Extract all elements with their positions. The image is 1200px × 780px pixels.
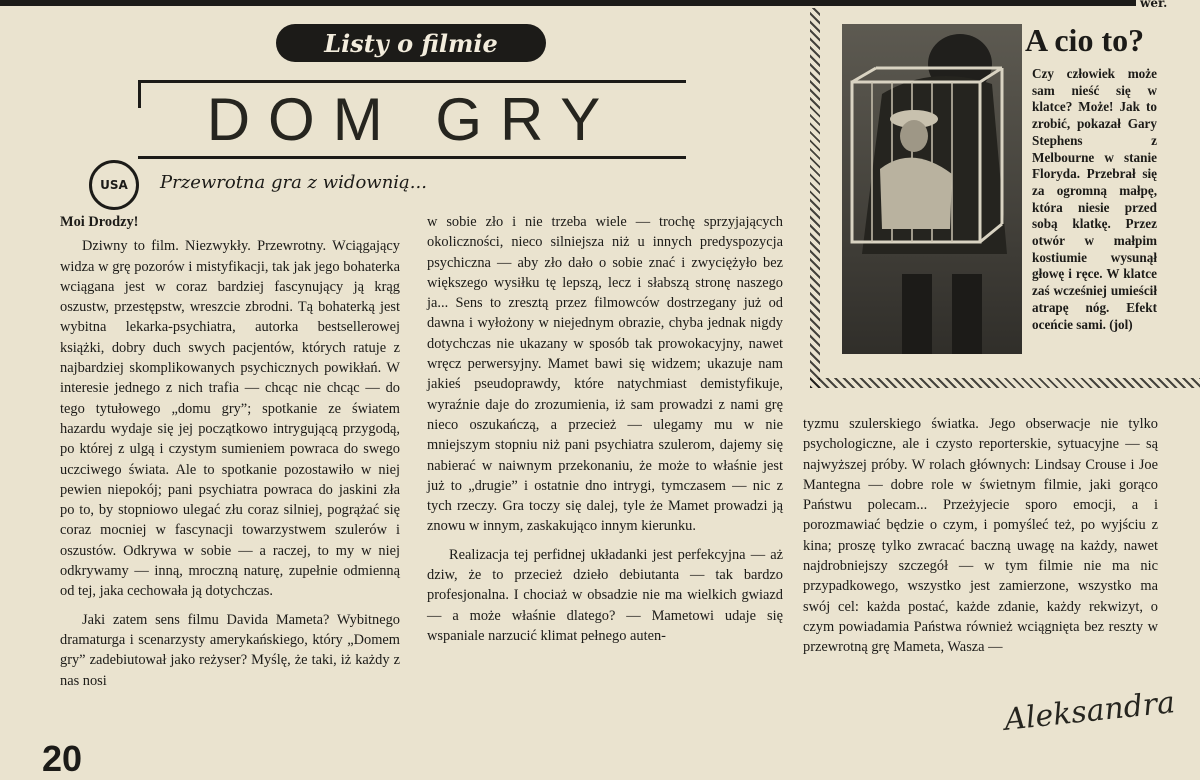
col2-paragraph: Realizacja tej perfidnej układanki jest perfekcyjna — aż dziw, że to przecież dzieło debiutanta — tak bardzo profesjonalna. I chociaż w obsadzie nie ma wielkich gwiazd — a może właśnie dlatego? — Mametowi udaje się wspaniale narzucić klimat pełnego auten- [427,546,783,644]
article-headline: DOM GRY [206,86,619,153]
col3-paragraph: tyzmu szulerskiego światka. Jego obserwacje nie tylko psychologiczne, ale i czysto reporterskie, sytuacyjne — są najwyższej próby. W rolach głównych: Lindsay Crouse i Joe Mantegna — dobre role w świetnym filmie, jaki gorąco Państwu polecam... Przeżyjecie sporo emocji, a i porozmawiać będzie o czym, i pomyśleć też, po wyjściu z kina; proszę tylko zwracać baczną uwagę na każdy, nawet najdrobniejszy szczegół — w tym filmie nie ma nic przypadkowego, wszystko jest zamierzone, wszystko ma swój cel: każda postać, każde zdanie, każdy rekwizyt, o czym powiadamia Państwa również wciągnięta bez reszty w przewrotną grę Mameta, Wasza — [803,416,1158,656]
country-badge-label: USA [100,178,128,192]
salutation: Moi Drodzy! [60,214,139,230]
sidebar-heading: A cio to? [1025,22,1145,58]
caged-ape-image [842,24,1022,354]
sidebar-border-bottom [810,378,1200,388]
sidebar-body: Czy człowiek może sam nieść się w klatce? Może! Jak to zrobić, pokazał Gary Stephens z Melbourne w stanie Floryda. Przebrał się za ogromną małpę, która niesie przed sobą klatkę. Przez otwór w małpim kostiumie wysunął głowę i ręce. W klatce zaś wcześniej umieścił atrapę nóg. Efekt oceńcie sami. (jol) [1032,66,1157,332]
column-3 [803,414,1158,658]
col2-paragraph: w sobie zło i nie trzeba wiele — trochę sprzyjających okoliczności, nieco silniejsza niż u innych predyspozycja psychiczna — aby zło dało o sobie znać i zwyciężyło bez większego wysiłku tę lepszą, lecz i słabszą stronę naszego ja... Sens to zresztą przez filmowców dostrzegany już od dawna i wyłożony w niejednym obrazie, chyba jednak nigdy dotychczas nie ukazany w sposób tak prowokacyjny, nawet wręcz perwersyjny. Mamet bawi się widzem; ukazuje nam jakieś pseudoprawdy, które natychmiast demistyfikuje, wyraźnie daje do zrozumienia, iż sam prowadzi z nami grę nieco oszukańczą, a przecież — ulegamy mu w nie mniejszym stopniu niż pani psychiatra szulerom, dajemy się nabierać w naiwnym przekonaniu, że może to właśnie jest już to „drugie” i ostatnie dno intrygi, tymczasem — nic z tych rzeczy. Gra toczy się dalej, tyle że Mamet prowadzi ją znowu w innym, zaskakująco innym kierunku. [427,214,783,535]
column-1 [60,212,400,691]
signature: Aleksandra [1002,685,1177,738]
headline-rule-left [138,80,141,108]
col1-paragraph: Jaki zatem sens filmu Davida Mameta? Wybitnego dramaturga i scenarzysty amerykańskiego, który „Domem gry” zadebiutował jako reżyser? Myślę, że taki, iż każdy z nas nosi [60,611,400,689]
headline-rule-top [138,80,686,83]
col1-paragraph: Dziwny to film. Niezwykły. Przewrotny. Wciągający widza w grę pozorów i mistyfikacji, tak jak jego bohaterka wciągana jest w coraz bardziej fascynujący ją krąg oszustw, przestępstw, wreszcie zbrodni. Tą bohaterką jest wybitna lekarka-psychiatra, autorka bestsellerowej książki, dobry duch swych pacjentów, których ratuje z najbardziej skomplikowanych psychicznych powikłań. W interesie jednego z nich trafia — chcąc nie chcąc — do tego tytułowego „domu gry”; spotkanie ze światem hazardu wydaje się jej początkowo intrygującą przygodą, po której z ulgą i czystym sumieniem powraca do swego uczciwego świata. Ale to spotkanie pozostawiło w niej pewien niepokój; pani psychiatra powraca do jaskini zła po to, by stopniowo ulegać złu coraz silniej, pogrążać się coraz mocniej w fascynacji towarzystwem szulerów i oszustów. Odkrywa w sobie — a raczej, to my w niej odkrywamy — inną, mroczną naturę, zupełnie odmienną od tej, jaka cechowała ją dotychczas. [60,238,400,600]
headline-rule-bottom [138,156,686,159]
country-badge [89,160,139,210]
sidebar-border-left [810,8,820,388]
page-number: 20 [42,738,83,779]
sidebar-photo [842,24,1022,354]
column-2 [427,212,783,646]
section-banner: Listy o filmie [276,24,546,62]
top-fragment-text: wer. [1140,0,1168,10]
top-rule [0,0,1136,6]
article-subtitle: Przewrotna gra z widownią... [160,172,427,193]
